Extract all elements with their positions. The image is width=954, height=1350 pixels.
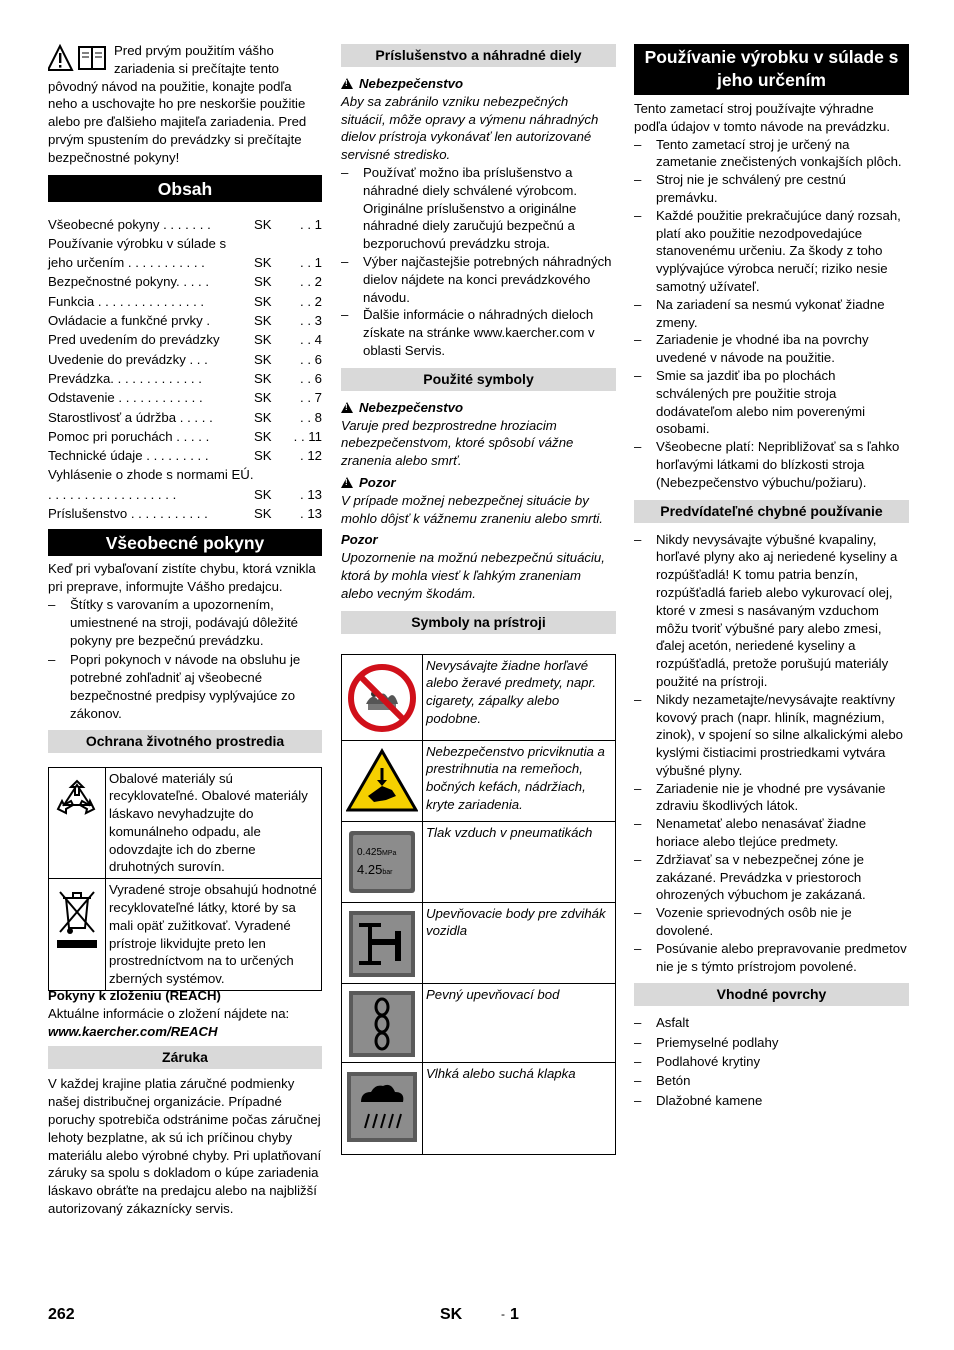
toc-row[interactable]	[48, 272, 322, 291]
intended-use-title: Používanie výrobku v súlade s jeho určením	[634, 44, 909, 95]
toc-entry-label: Starostlivosť a údržba . . . . .	[48, 409, 213, 425]
reach-text: Aktuálne informácie o zložení nájdete na:	[48, 1005, 290, 1021]
toc-entry-lang: SK	[254, 409, 272, 425]
list-item: – Posúvanie alebo prepravovanie predmetov nie je s týmto prístrojom povolené.	[634, 940, 909, 976]
warranty-title: Záruka	[48, 1046, 322, 1069]
device-symbols-title: Symboly na prístroji	[341, 611, 616, 634]
general-title: Všeobecné pokyny	[48, 529, 322, 556]
surfaces-list	[634, 1014, 909, 1109]
rain-flap-icon	[342, 1063, 423, 1155]
symbol-row-text: Nevysávajte žiadne horľavé alebo žeravé predmety, napr. cigarety, zápalky alebo podobne.	[423, 654, 616, 740]
toc-row[interactable]	[48, 350, 322, 369]
toc-entry-page: . . 2	[300, 274, 322, 290]
list-item: – Zariadenie je vhodné iba na povrchy uvedené v návode na použitie.	[634, 331, 909, 367]
list-item: – Asfalt	[634, 1014, 909, 1032]
toc-entry-lang: SK	[254, 390, 272, 406]
column-left	[48, 40, 322, 1218]
toc-entry-page: . 13	[300, 486, 322, 502]
warning-text: V prípade možnej nebezpečnej situácie by mohlo dôjsť k vážnemu zraneniu alebo smrti.	[341, 492, 603, 526]
accessories-title: Príslušenstvo a náhradné diely	[341, 44, 616, 67]
page-number: 262	[48, 1306, 75, 1323]
toc-entry-lang: SK	[254, 313, 272, 329]
read-manual-icons	[48, 44, 110, 72]
toc-row[interactable]	[48, 446, 322, 465]
pressure-unit-bar: bar	[382, 868, 393, 876]
intro-block	[48, 42, 322, 167]
no-burning-objects-icon	[342, 654, 423, 740]
device-symbols-table	[341, 654, 616, 1156]
warning-label: Pozor	[359, 474, 396, 490]
toc-row[interactable]	[48, 234, 322, 273]
toc-entry-page: . 13	[300, 506, 322, 522]
general-text: Keď pri vybaľovaní zistíte chybu, ktorá vznikla pri preprave, informujte Vášho predajcu.	[48, 561, 316, 595]
list-item: – Smie sa jazdiť iba po plochách schválených pre použitie stroja dodávateľom alebo nim poverenými osobami.	[634, 367, 909, 438]
environment-table	[48, 767, 322, 992]
toc-entry-page: . . 8	[300, 409, 322, 425]
symbol-row-text: Nebezpečenstvo pricviknutia a prestrihnutia na remeňoch, bočných kefách, nádržiach, kryte zariadenia.	[423, 740, 616, 821]
toc-entry-label: Pomoc pri poruchách . . . . .	[48, 428, 210, 444]
toc-row[interactable]	[48, 504, 322, 523]
danger-label: Nebezpečenstvo	[359, 399, 464, 415]
accessories-warning-heading	[341, 75, 616, 93]
toc-entry-page: . . 4	[300, 332, 322, 348]
toc-entry-page: . . 1	[300, 216, 322, 232]
toc-entry-page: . . 2	[300, 293, 322, 309]
toc-entry-label: Pred uvedením do prevádzky	[48, 332, 220, 348]
list-item: – Betón	[634, 1072, 909, 1090]
warning-triangle-icon	[341, 402, 353, 413]
list-item: – Na zariadení sa nesmú vykonať žiadne zmeny.	[634, 296, 909, 332]
chain-anchor-icon	[342, 983, 423, 1063]
toc-entry-lang: SK	[254, 274, 272, 290]
toc-entry-label: Všeobecné pokyny . . . . . . .	[48, 216, 211, 232]
general-bullets	[48, 596, 322, 723]
list-item: – Dlažobné kamene	[634, 1092, 909, 1110]
toc-row[interactable]	[48, 311, 322, 330]
pressure-value-mpa: 0.425	[357, 846, 383, 858]
toc-entry-lang: SK	[254, 293, 272, 309]
toc-entry-lang: SK	[254, 428, 272, 444]
toc-title: Obsah	[48, 175, 322, 202]
symbol-row-text: Vlhká alebo suchá klapka	[423, 1063, 616, 1155]
misuse-bullets	[634, 531, 909, 976]
pressure-unit-mpa: MPa	[382, 849, 397, 857]
toc-entry-lang: SK	[254, 255, 272, 271]
toc-entry-lang: SK	[254, 448, 272, 464]
toc-entry-label: Technické údaje . . . . . . . . .	[48, 448, 209, 464]
list-item: – Používať možno iba príslušenstvo a náhradné diely schválené výrobcom. Originálne príslušenstvo a originálne náhradné diely zaručujú bezpečnú a bezporuchovú prevádzku stroja.	[341, 164, 616, 253]
list-item: – Zdržiavať sa v nebezpečnej zóne je zakázané. Prevádzka v priestoroch ohrozených výbuchom je zakázaná.	[634, 851, 909, 904]
toc-entry-lang: SK	[254, 506, 272, 522]
toc-entry-label: Bezpečnostné pokyny. . . . .	[48, 274, 210, 290]
footer-language: SK	[440, 1306, 463, 1323]
recycle-icon	[49, 767, 106, 879]
environment-row-text: Obalové materiály sú recyklovateľné. Obalové materiály láskavo nevyhadzujte do komunálneho odpadu, ale odovzdajte ich do zberne druhotných surovín.	[106, 767, 322, 879]
crossed-bin-icon	[49, 879, 106, 991]
toc-entry-lang: SK	[254, 370, 272, 386]
intro-text: Pred prvým použitím vášho zariadenia si prečítajte tento pôvodný návod na použitie, konajte podľa neho a uschovajte ho pre neskoršie použitie alebo pre ďalšieho majiteľa zariadenia. Pred prvým spustením do prevádzky si prečítajte bezpečnostné pokyny!	[48, 43, 307, 165]
accessories-warning-text: Aby sa zabránilo vzniku nebezpečných situácií, môže opravy a výmenu náhradných dielov prístroja vykonávať len autorizované servisné stredisko.	[341, 93, 599, 163]
toc-entry-label: Vyhlásenie o zhode s normami EÚ. . . . . . . . . . . . . . . . . . .	[48, 467, 254, 502]
list-item: – Výber najčastejšie potrebných náhradných dielov nájdete na konci prevádzkového návodu.	[341, 253, 616, 306]
list-item: – Ďalšie informácie o náhradných dieloch získate na stránke www.kaercher.com v oblasti Servis.	[341, 306, 616, 359]
list-item: – Vozenie sprievodných osôb nie je dovolené.	[634, 904, 909, 940]
reach-link[interactable]: www.kaercher.com/REACH	[48, 1023, 218, 1039]
toc-entry-label: Prevádzka. . . . . . . . . . . . .	[48, 370, 202, 386]
environment-title: Ochrana životného prostredia	[48, 730, 322, 753]
symbols-title: Použité symboly	[341, 368, 616, 391]
toc-row[interactable]	[48, 408, 322, 427]
list-item: – Priemyselné podlahy	[634, 1034, 909, 1052]
warning-triangle-icon	[341, 477, 353, 488]
warning-heading	[341, 474, 616, 492]
toc-row[interactable]	[48, 292, 322, 311]
jack-point-icon	[342, 902, 423, 983]
list-item: – Všeobecne platí: Nepribližovať sa s ľahko horľavými látkami do blízkosti stroja (Nebezpečenstvo výbuchu/požiaru).	[634, 438, 909, 491]
column-right	[634, 40, 909, 1109]
tyre-pressure-icon	[342, 821, 423, 902]
toc-entry-label: Uvedenie do prevádzky . . .	[48, 351, 208, 367]
warning-triangle-icon	[341, 78, 353, 89]
toc-entry-page: . 12	[300, 448, 322, 464]
toc-entry-lang: SK	[254, 216, 272, 232]
toc-entry-label: Odstavenie . . . . . . . . . . . .	[48, 390, 203, 406]
intended-use-bullets	[634, 136, 909, 492]
list-item: – Tento zametací stroj je určený na zametanie znečistených vonkajších plôch.	[634, 136, 909, 172]
toc-row[interactable]	[48, 215, 322, 234]
column-middle	[341, 40, 616, 1155]
danger-heading	[341, 399, 616, 417]
toc-row[interactable]	[48, 330, 322, 349]
toc-table	[48, 215, 322, 524]
toc-row[interactable]	[48, 388, 322, 407]
hand-crush-warning-icon	[342, 740, 423, 821]
list-item: – Stroj nie je schválený pre cestnú premávku.	[634, 171, 909, 207]
accessories-bullets	[341, 164, 616, 360]
surfaces-title: Vhodné povrchy	[634, 983, 909, 1006]
intended-use-text: Tento zametací stroj používajte výhradne podľa údajov v tomto návode na prevádzku.	[634, 101, 891, 134]
list-item: – Popri pokynoch v návode na obsluhu je potrebné zohľadniť aj všeobecné bezpečnostné predpisy vyplývajúce zo zákonov.	[48, 651, 322, 722]
pressure-value-bar: 4.25	[357, 861, 383, 877]
misuse-title: Predvídateľné chybné používanie	[634, 500, 909, 523]
symbol-row-text: Pevný upevňovací bod	[423, 983, 616, 1063]
list-item: – Nikdy nezametajte/nevysávajte reaktívny kovový prach (napr. hliník, magnézium, zinok), v spojení so silne alkalickými alebo kyslými čistiacimi prostriedkami vytvára výbušné plyny.	[634, 691, 909, 780]
footer-subpage: 1	[510, 1306, 519, 1323]
toc-entry-label: Príslušenstvo . . . . . . . . . . .	[48, 506, 208, 522]
symbol-row-text: Tlak vzduch v pneumatikách	[423, 821, 616, 902]
list-item: – Podlahové krytiny	[634, 1053, 909, 1071]
toc-entry-page: . . 6	[300, 351, 322, 367]
toc-entry-label: Funkcia . . . . . . . . . . . . . . .	[48, 293, 205, 309]
toc-entry-page: . . 11	[293, 428, 322, 444]
toc-entry-page: . . 3	[300, 313, 322, 329]
symbol-row-text: Upevňovacie body pre zdvihák vozidla	[423, 902, 616, 983]
toc-entry-lang: SK	[254, 332, 272, 348]
list-item: – Každé použitie prekračujúce daný rozsah, platí ako použitie nezodpovedajúce stanovenému určeniu. Za škody z toho vyplývajúce výrobca neručí; riziko nesie samotný užívateľ.	[634, 207, 909, 296]
list-item: – Nikdy nevysávajte výbušné kvapaliny, horľavé plyny ako aj neriedené kyseliny a rozpúšťadlá! K tomu patria benzín, rozpúšťadlá farieb alebo vykurovací olej, ktoré v zmesi s nasávaným vzduchom môžu tvoriť výbušné pary alebo zmesi, ďalej acetón, neriedené kyseliny a rozpúšťadlá, pretože porušujú materiály použité na prístroji.	[634, 531, 909, 691]
toc-entry-lang: SK	[254, 351, 272, 367]
warning-label: Nebezpečenstvo	[359, 76, 464, 91]
toc-row[interactable]	[48, 369, 322, 388]
toc-entry-page: . . 7	[300, 390, 322, 406]
list-item: – Nenametať alebo nenasávať žiadne horiace alebo tlejúce predmety.	[634, 815, 909, 851]
toc-entry-label: Ovládacie a funkčné prvky .	[48, 313, 210, 329]
environment-row-text: Vyradené stroje obsahujú hodnotné recyklovateľné látky, ktoré by sa mali opäť zužitkovať. Vyradené prístroje likvidujte preto len prostredníctvom na to určených zberných systémov.	[106, 879, 322, 991]
caution-label: Pozor	[341, 532, 378, 548]
footer-separator: -	[501, 1307, 505, 1321]
toc-row[interactable]	[48, 465, 322, 504]
toc-entry-lang: SK	[254, 486, 272, 502]
toc-row[interactable]	[48, 427, 322, 446]
toc-entry-page: . . 1	[300, 255, 322, 271]
reach-title: Pokyny k zloženiu (REACH)	[48, 988, 221, 1004]
warranty-text: V každej krajine platia záručné podmienky našej distribučnej organizácie. Prípadné poruchy spotrebiča odstránime počas záručnej lehoty bezplatne, ak sú ich príčinou chyby materiálu alebo výrobné chyby. Pri uplatňovaní záruky sa spolu s dokladom o kúpe zariadenia láskavo obráťte na predajcu alebo na najbližší autorizovaný zákaznícky servis.	[48, 1076, 322, 1217]
list-item: – Štítky s varovaním a upozornením, umiestnené na stroji, podávajú dôležité pokyny pre bezpečnú prevádzku.	[48, 596, 322, 649]
danger-text: Varuje pred bezprostredne hroziacim nebezpečenstvom, ktoré spôsobí vážne zranenia alebo smrť.	[341, 417, 574, 469]
toc-entry-page: . . 6	[300, 370, 322, 386]
caution-text: Upozornenie na možnú nebezpečnú situáciu, ktorá by mohla viesť k ľahkým zraneniam alebo vecným škodám.	[341, 550, 605, 601]
toc-entry-label: Používanie výrobku v súlade s jeho určením . . . . . . . . . . .	[48, 235, 227, 271]
list-item: – Zariadenie nie je vhodné pre vysávanie zdraviu škodlivých látok.	[634, 780, 909, 816]
